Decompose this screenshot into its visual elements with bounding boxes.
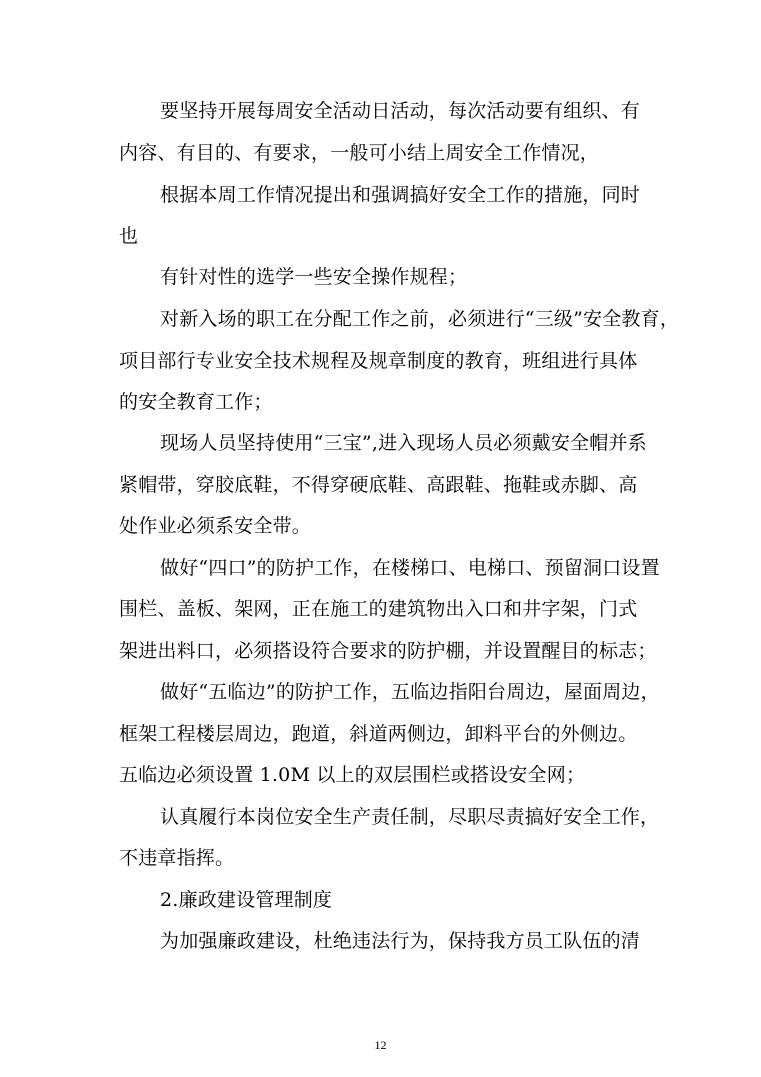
page-number: 12	[374, 1038, 387, 1052]
text-line: 有针对性的选学一些安全操作规程；	[160, 266, 468, 288]
text-line: 不违章指挥。	[119, 847, 235, 869]
text-line: 五临边必须设置 1.0M 以上的双层围栏或搭设安全网；	[119, 764, 586, 786]
text-line: 为加强廉政建设，杜绝违法行为，保持我方员工队伍的清	[160, 930, 641, 952]
text-line: 认真履行本岗位安全生产责任制，尽职尽责搞好安全工作，	[160, 806, 660, 828]
text-line: 处作业必须系安全带。	[119, 515, 312, 537]
text-line: 的安全教育工作；	[119, 391, 273, 413]
text-line: 也	[119, 225, 139, 247]
text-line: 对新入场的职工在分配工作之前，必须进行“三级”安全教育，	[160, 308, 680, 330]
text-line: 内容、有目的、有要求，一般可小结上周安全工作情况，	[119, 142, 600, 164]
text-line: 要坚持开展每周安全活动日活动，每次活动要有组织、有	[160, 100, 641, 122]
text-line: 框架工程楼层周边，跑道，斜道两侧边，卸料平台的外侧边。	[119, 723, 638, 745]
text-line: 做好“四口”的防护工作，在楼梯口、电梯口、预留洞口设置	[160, 557, 660, 579]
text-line: 项目部行专业安全技术规程及规章制度的教育，班组进行具体	[119, 350, 638, 372]
text-line: 围栏、盖板、架网，正在施工的建筑物出入口和井字架，门式	[119, 598, 638, 620]
text-line: 架进出料口，必须搭设符合要求的防护棚，并设置醒目的标志；	[119, 640, 657, 662]
text-line: 紧帽带，穿胶底鞋，不得穿硬底鞋、高跟鞋、拖鞋或赤脚、高	[119, 474, 638, 496]
text-line: 根据本周工作情况提出和强调搞好安全工作的措施，同时	[160, 184, 641, 206]
text-line: 做好“五临边”的防护工作，五临边指阳台周边，屋面周边，	[160, 681, 660, 703]
section-heading: 2.廉政建设管理制度	[160, 889, 333, 911]
text-line: 现场人员坚持使用“三宝”,进入现场人员必须戴安全帽并系	[160, 432, 647, 454]
